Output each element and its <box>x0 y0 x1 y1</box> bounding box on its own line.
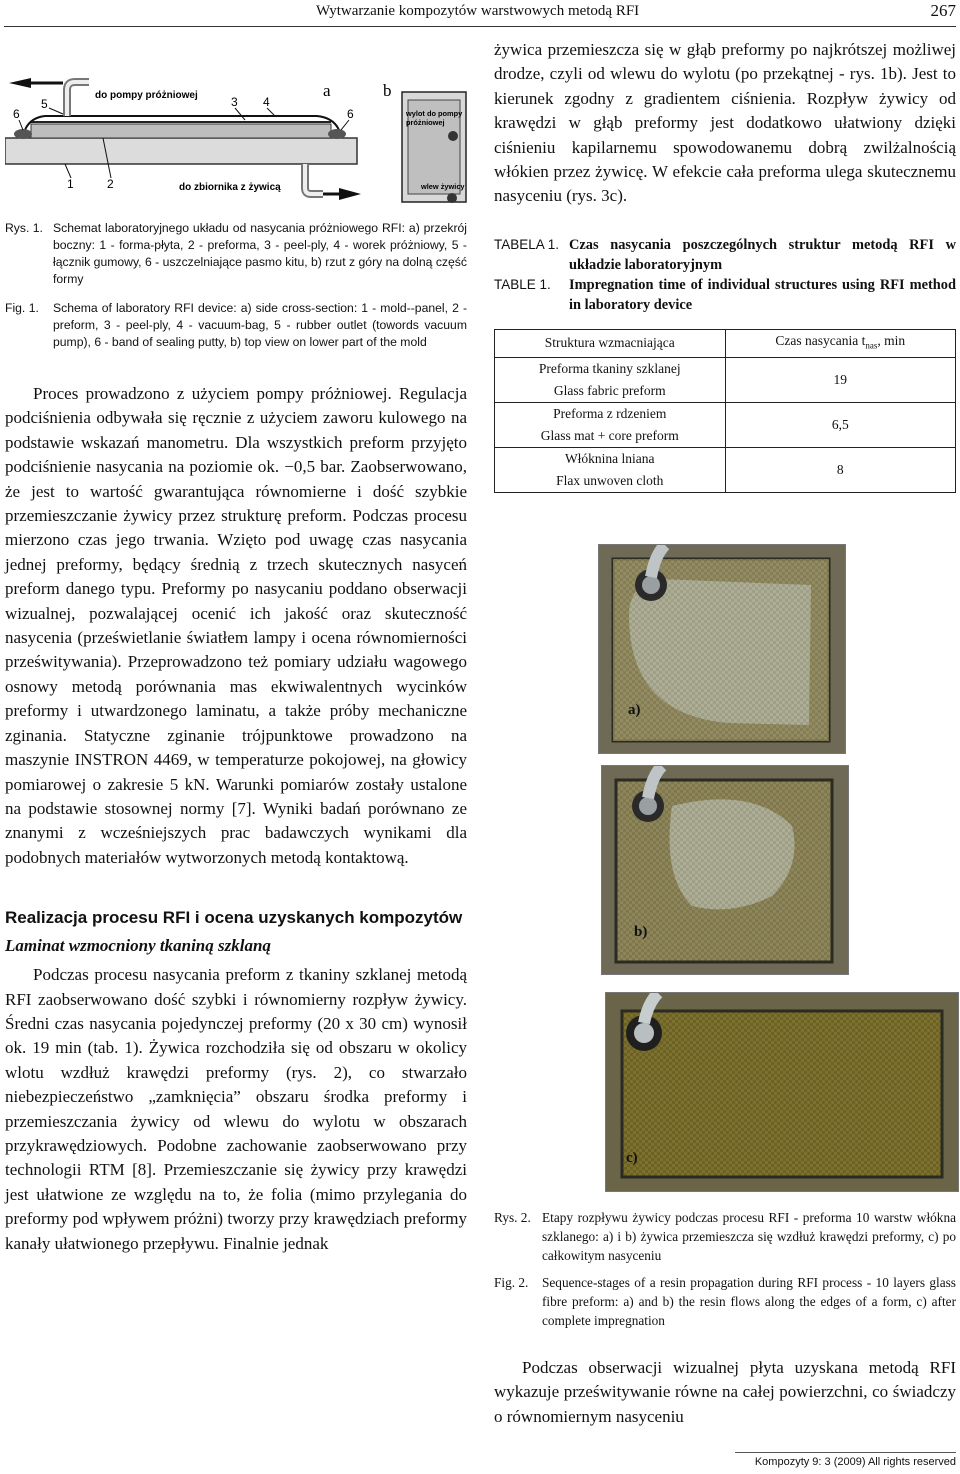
outlet-port <box>448 131 458 141</box>
photo-c-image <box>606 993 958 1191</box>
label-3: 3 <box>231 95 238 109</box>
label-4: 4 <box>263 95 270 109</box>
label-2: 2 <box>107 177 114 191</box>
rfi-schematic-drawing <box>5 38 467 208</box>
table-cell-time: 8 <box>725 447 956 492</box>
label-outlet-line1: wylot do pompy <box>406 109 463 118</box>
figure-2-caption-en <box>494 1273 956 1330</box>
running-header <box>0 0 960 24</box>
section-heading-block <box>5 907 467 957</box>
table-1-label-pl: TABELA 1. <box>494 236 560 252</box>
table-cell-structure: Preforma z rdzeniem Glass mat + core preform <box>495 402 726 447</box>
photo-label-b: b) <box>634 924 648 940</box>
page-number: 267 <box>930 1 956 20</box>
photo-stage-a <box>598 544 846 754</box>
table-cell-time: 6,5 <box>725 402 956 447</box>
preform-layer <box>31 124 331 138</box>
left-body-paragraph-1: Proces prowadzono z użyciem pompy próżniowej. Regulacja podciśnienia odbywała się ręcznie z użyciem zaworu kulowego na podstawie wskazań manometru. Dla wszystkich preform przyjęto podciśnienie nasycania na poziomie ok. −0,5 bar. Zaobserwowano, że jest to wartość gwarantująca równomierne i dość szybkie przemieszczanie żywicy przez strukturę preform. Podczas procesu mierzono czas jego trwania. Wzięto pod uwagę czas nasycania jednej preformy, będący średnią z trzech skutecznych nasyceń preform danego typu. Preformy po nasycaniu poddano obserwacji wizualnej, pozwalającej ocenić ich jakość oraz skuteczność nasycenia (prześwietlanie światłem lampy i ocena równomierności prześwitywania). Przeprowadzono też pomiary udziału wagowego osnowy metodą porównania mas ekwiwalentnych wycinków preformy i utwardzonego laminatu, a także próby mechaniczne zginania. Statyczne zginanie trójpunktowe prowadzono na maszynie INSTRON 4469, w temperaturze pokojowej, na głowicy pomiarowej o zakresie 5 kN. Warunki pomiarów zostały ustalone na podstawie stosownej normy [7]. Wyniki badań porównano ze znanymi z wcześniejszych prac badawczych wynikami dla podobnych materiałów wytworzonych metodą kontaktową. <box>5 384 467 867</box>
table-cell-time: 19 <box>725 357 956 402</box>
table-1 <box>494 329 956 493</box>
footer-rule <box>735 1452 956 1453</box>
arrow-from-resin-icon <box>339 188 361 200</box>
figure-1-label-pl: Rys. 1. <box>5 221 43 235</box>
arrow-to-pump-icon <box>9 78 31 88</box>
right-body-final-paragraph: Podczas obserwacji wizualnej płyta uzyskana metodą RFI wykazuje prześwitywanie równe na całej powierzchni, co świadczy o równomiernym nasyceniu <box>494 1358 956 1426</box>
label-vacuum-pump: do pompy próżniowej <box>95 90 198 101</box>
figure-2-caption-en-text: Sequence-stages of a resin propagation during RFI process - 10 layers glass fibre preform: a) and b) the resin flows along the edges of a form, c) after complete impregnation <box>542 1275 956 1328</box>
figure-2-label-en: Fig. 2. <box>494 1275 529 1290</box>
figure-1-label-en: Fig. 1. <box>5 301 39 315</box>
figure-2-caption-pl-text: Etapy rozpływu żywicy podczas procesu RFI - preforma 10 warstw włókna szklanego: a) i b) żywica przemieszcza się wzdłuż krawędzi preformy, c) po całkowitym nasyceniu <box>542 1210 956 1263</box>
photo-b-image <box>602 766 848 974</box>
sealing-putty-right <box>328 129 346 139</box>
label-inlet: wlew żywicy <box>421 182 465 191</box>
table-1-caption-pl <box>494 235 956 275</box>
table-1-label-en: TABLE 1. <box>494 276 551 292</box>
figure-1-caption-pl <box>5 220 467 288</box>
label-outlet-line2: próżniowej <box>406 118 445 127</box>
table-1-caption-en <box>494 275 956 315</box>
inlet-port <box>447 193 457 203</box>
photo-stage-c <box>605 992 959 1192</box>
resin-tube <box>305 164 323 194</box>
left-column <box>5 38 467 1256</box>
label-1: 1 <box>67 177 74 191</box>
right-body-paragraph-1: żywica przemieszcza się w głąb preformy po najkrótszej możliwej drodze, czyli od wlewu do wylotu (po przekątnej - rys. 1b). Jest to kierunek zgodny z gradientem ciśnienia. Rozpływ żywicy od krawędzi w głąb preformy jest dodatkowo ułatwiony dzięki ciśnieniu kapilarnemu spowodowanemu dobrą zwilżalnością włókien przez żywicę. W efekcie cała preforma ulega skutecznemu nasyceniu (rys. 3c). <box>494 40 956 206</box>
panel-b-label: b <box>383 81 392 100</box>
right-column <box>494 38 956 493</box>
label-resin-tank: do zbiornika z żywicą <box>179 182 281 193</box>
table-1-title-pl: Czas nasycania poszczególnych struktur metodą RFI w układzie laboratoryjnym <box>569 236 956 273</box>
table-cell-structure: Włóknina lniana Flax unwoven cloth <box>495 447 726 492</box>
footer-copyright: Kompozyty 9: 3 (2009) All rights reserved <box>754 1456 956 1468</box>
table-row <box>495 357 956 402</box>
figure-2-caption-pl <box>494 1208 956 1265</box>
figure-2-caption <box>494 1208 956 1330</box>
subsection-title: Laminat wzmocniony tkaniną szklaną <box>5 936 271 956</box>
photo-label-c: c) <box>626 1150 638 1166</box>
photo-stage-b <box>601 765 849 975</box>
figure-1-schematic <box>5 38 467 208</box>
panel-a-label: a <box>323 81 331 100</box>
table-1-caption <box>494 235 956 315</box>
mold-panel <box>5 138 357 164</box>
header-rule <box>4 26 956 27</box>
table-row <box>495 402 956 447</box>
photo-label-a: a) <box>628 702 641 718</box>
left-body-paragraph-2: Podczas procesu nasycania preform z tkaniny szklanej metodą RFI zaobserwowano dość szybki i równomierny rozpływ żywicy. Średni czas nasycania pojedynczej preformy (20 x 30 cm) wynosił ok. 19 min (tab. 1). Żywica rozchodziła się od obszaru w okolicy wlotu wzdłuż krawędzi preformy (rys. 2), co stwarzało niebezpieczeństwo „zamknięcia” obszaru środka preformy i przemieszczania żywicy od wlewu do wylotu w obszarach przykrawędziowych. Podobne zachowanie zaobserwowano przy technologii RTM [8]. Przemieszczanie się żywicy przy krawędzi jest ułatwione ze względu na to, że folia (mimo przylegania do preformy pod wpływem próżni) tworzy przy krawędziach preformy kanały ułatwionego przepływu. Finalnie jednak <box>5 965 467 1253</box>
photo-a-image <box>599 545 845 753</box>
table-row <box>495 447 956 492</box>
label-5: 5 <box>41 97 48 111</box>
sealing-putty-left <box>14 129 32 139</box>
label-6-right: 6 <box>347 107 354 121</box>
figure-2-label-pl: Rys. 2. <box>494 1210 531 1225</box>
section-title: Realizacja procesu RFI i ocena uzyskanych kompozytów <box>5 908 463 928</box>
table-1-title-en: Impregnation time of individual structures using RFI method in laboratory device <box>569 276 956 313</box>
journal-title: Wytwarzanie kompozytów warstwowych metodą RFI <box>316 3 640 19</box>
figure-1-caption-en-text: Schema of laboratory RFI device: a) side cross-section: 1 - mold--panel, 2 - preform, 3 - peel-ply, 4 - vacuum-bag, 5 - rubber outlet (towords vacuum pump), 6 - band of sealing putty, b) top view on lower part of the mold <box>53 301 467 349</box>
col-header-structure: Struktura wzmacniająca <box>495 329 726 357</box>
label-6-left: 6 <box>13 107 20 121</box>
table-cell-structure: Preforma tkaniny szklanej Glass fabric preform <box>495 357 726 402</box>
figure-1-caption-en <box>5 300 467 351</box>
figure-1-caption-pl-text: Schemat laboratoryjnego układu od nasycania próżniowego RFI: a) przekrój boczny: 1 - forma-płyta, 2 - preforma, 3 - peel-ply, 4 - worek próżniowy, 5 - łącznik gumowy, 6 - uszczelniające pasmo kitu, b) rzut z góry na dolną część formy <box>53 221 467 286</box>
table-header-row <box>495 329 956 357</box>
col-header-time: Czas nasycania $t_{nas}$, min <box>725 329 956 357</box>
vacuum-tube <box>67 82 89 116</box>
